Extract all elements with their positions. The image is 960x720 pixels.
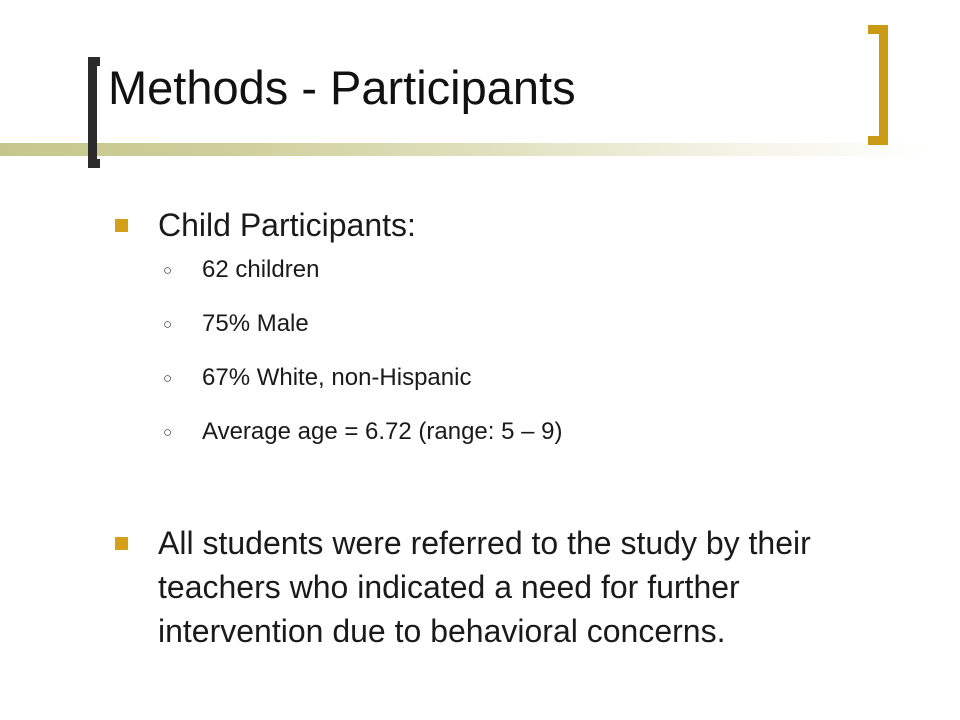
list-item-text: Average age = 6.72 (range: 5 – 9) xyxy=(202,418,563,445)
list-item-text: 67% White, non-Hispanic xyxy=(202,364,472,391)
list-item-text: 62 children xyxy=(202,256,320,283)
participant-details-list xyxy=(110,255,900,471)
decorative-title-underline xyxy=(0,143,930,156)
slide-content xyxy=(110,203,900,653)
ring-bullet-icon: ○ xyxy=(163,370,173,387)
bullet-child-participants xyxy=(110,203,900,247)
list-item-text: 75% Male xyxy=(202,310,309,337)
bullet-text: All students were referred to the study by their teachers who indicated a need for further intervention due to behavioral concerns. xyxy=(158,525,811,649)
list-item xyxy=(110,363,900,417)
ring-bullet-icon: ○ xyxy=(163,262,173,279)
ring-bullet-icon: ○ xyxy=(163,316,173,333)
bullet-referral-note xyxy=(110,521,900,653)
bullet-label: Child Participants: xyxy=(158,207,416,243)
slide-title: Methods - Participants xyxy=(108,61,576,114)
square-bullet-icon xyxy=(115,219,128,232)
right-bracket-decoration xyxy=(868,25,888,145)
list-item xyxy=(110,417,900,471)
list-item xyxy=(110,255,900,309)
square-bullet-icon xyxy=(115,537,128,550)
left-bracket-decoration xyxy=(88,57,100,168)
list-item xyxy=(110,309,900,363)
ring-bullet-icon: ○ xyxy=(163,424,173,441)
spacer xyxy=(110,471,900,521)
